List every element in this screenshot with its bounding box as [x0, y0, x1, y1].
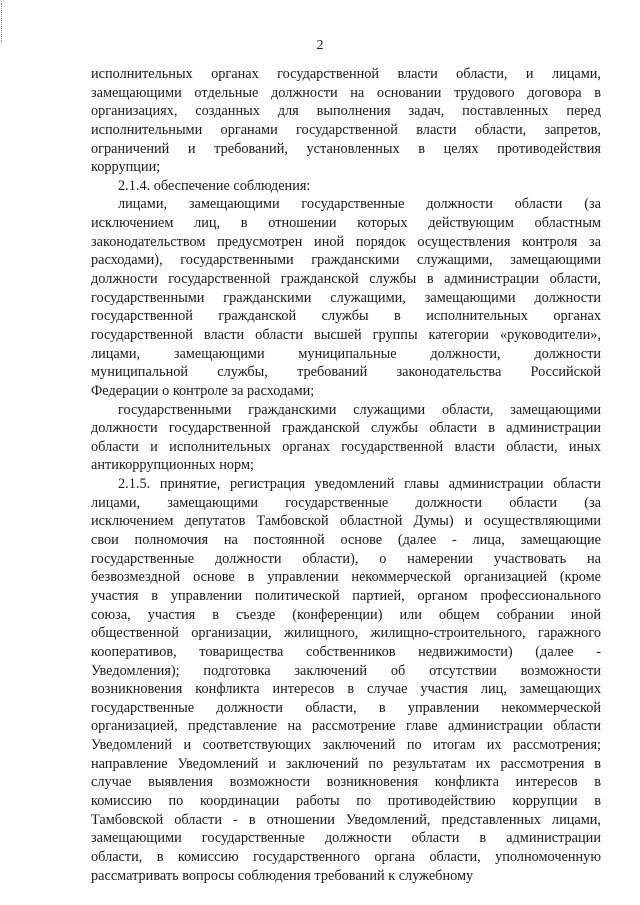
- text-line: исполнительных органах государственной власти области, и лицами,: [91, 66, 601, 82]
- text-line: общественной организации, жилищного, жилищно-строительного, гаражного: [91, 625, 601, 642]
- text-line: исполнительными органами государственной власти области, запретов,: [91, 121, 601, 138]
- text-line: союза, участия в съезде (конференции) или общем собрании иной: [91, 606, 601, 623]
- text-line: законодательством предусмотрен иной порядок осуществления контроля за: [91, 233, 601, 250]
- text-line: государственной гражданской службы в исполнительных органах: [91, 308, 601, 325]
- text-line: государственными гражданскими служащими области, замещающими: [118, 401, 601, 418]
- text-line: Тамбовской области - в отношении Уведомлений, представленных лицами,: [91, 811, 601, 828]
- text-line: кооперативов, товарищества собственников недвижимости) (далее -: [91, 643, 601, 660]
- text-line: случае выявления возможности возникновения конфликта интересов в: [91, 774, 601, 791]
- text-line: области, в комиссию государственного органа области, уполномоченную: [91, 848, 601, 865]
- text-line: организацией, представление на рассмотрение главе администрации области: [91, 718, 601, 735]
- text-line: ограничений и требований, установленных в целях противодействия: [91, 140, 601, 157]
- text-line: Уведомления); подготовка заключений об отсутствии возможности: [91, 662, 601, 679]
- text-line: возникновения конфликта интересов в случае участия лиц, замещающих: [91, 681, 601, 698]
- text-line: направление Уведомлений и заключений по результатам их рассмотрения в: [91, 755, 601, 772]
- text-line: лицами, замещающими государственные должности области (за: [91, 494, 601, 511]
- margin-edge-marks: [1, 3, 5, 43]
- paragraph: [91, 401, 601, 476]
- document-body: [91, 65, 601, 885]
- text-line: государственными гражданскими служащими, замещающими должности: [91, 289, 601, 306]
- text-line: комиссию по координации работы по противодействию коррупции в: [91, 792, 601, 809]
- text-line: коррупции;: [91, 159, 161, 176]
- text-line: организациях, созданных для выполнения задач, поставленных перед: [91, 103, 601, 120]
- text-line: свои полномочия на постоянной основе (далее - лица, замещающие: [91, 532, 601, 549]
- page-number: 2: [316, 38, 324, 53]
- text-line: исключением депутатов Тамбовской областной Думы) и осуществляющими: [91, 513, 601, 530]
- text-line: замещающими государственные должности области в администрации: [91, 830, 601, 847]
- text-line: замещающими отдельные должности на основании трудового договора в: [91, 84, 601, 101]
- paragraph: [91, 177, 601, 196]
- text-line: антикоррупционных норм;: [91, 457, 255, 474]
- paragraph: [91, 195, 601, 400]
- text-line: расходами), государственными гражданскими служащими, замещающими: [91, 252, 601, 269]
- text-line: Уведомлений и соответствующих заключений по итогам их рассмотрения;: [91, 737, 601, 754]
- text-line: 2.1.5. принятие, регистрация уведомлений главы администрации области: [118, 476, 601, 493]
- text-line: области и исполнительных органах государственной власти области, иных: [91, 438, 601, 455]
- text-line: участия в управлении политической партией, органом профессионального: [91, 587, 601, 604]
- text-line: безвозмездной основе в управлении некоммерческой организацией (кроме: [91, 569, 601, 586]
- text-line: рассматривать вопросы соблюдения требований к служебному: [91, 867, 474, 884]
- text-line: должности государственной гражданской службы в администрации области,: [91, 271, 601, 288]
- text-line: государственные должности области, в управлении некоммерческой: [91, 699, 601, 716]
- text-line: муниципальной службы, требований законодательства Российской: [91, 364, 601, 381]
- text-line: лицами, замещающими государственные должности области (за: [118, 196, 601, 213]
- paragraph: [91, 65, 601, 177]
- paragraph: [91, 475, 601, 885]
- text-line: государственные должности области), о намерении участвовать на: [91, 550, 601, 567]
- text-line: 2.1.4. обеспечение соблюдения:: [118, 177, 311, 194]
- text-line: Федерации о контроле за расходами;: [91, 382, 315, 399]
- text-line: лицами, замещающими муниципальные должности, должности: [91, 345, 601, 362]
- text-line: исключением лиц, в отношении которых действующим областным: [91, 215, 601, 232]
- text-line: должности государственной гражданской службы области в администрации: [91, 420, 601, 437]
- text-line: государственной власти области высшей группы категории «руководители»,: [91, 326, 601, 343]
